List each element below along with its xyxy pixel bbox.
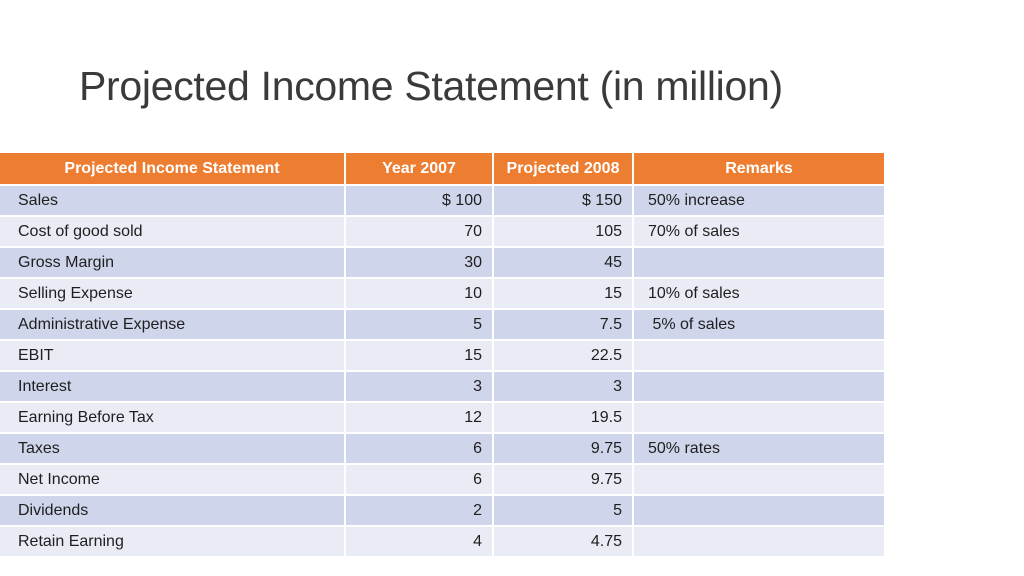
- table-header-row: [0, 153, 884, 185]
- row-remark: [633, 402, 884, 433]
- row-projected-2008: 4.75: [493, 526, 633, 557]
- row-item: Administrative Expense: [0, 309, 345, 340]
- table-row: [0, 464, 884, 495]
- row-year-2007: 6: [345, 433, 493, 464]
- row-item: Selling Expense: [0, 278, 345, 309]
- row-year-2007: 70: [345, 216, 493, 247]
- row-projected-2008: 9.75: [493, 433, 633, 464]
- row-year-2007: 10: [345, 278, 493, 309]
- row-projected-2008: 9.75: [493, 464, 633, 495]
- income-statement-table-wrapper: [0, 153, 884, 558]
- row-year-2007: 4: [345, 526, 493, 557]
- table-row: [0, 278, 884, 309]
- table-row: [0, 340, 884, 371]
- row-year-2007: 3: [345, 371, 493, 402]
- row-remark: [633, 495, 884, 526]
- row-item: Taxes: [0, 433, 345, 464]
- row-year-2007: 2: [345, 495, 493, 526]
- table-row: [0, 371, 884, 402]
- row-remark: [633, 340, 884, 371]
- row-remark: 10% of sales: [633, 278, 884, 309]
- page-title: Projected Income Statement (in million): [79, 63, 783, 109]
- row-year-2007: 15: [345, 340, 493, 371]
- row-remark: [633, 526, 884, 557]
- row-item: Sales: [0, 185, 345, 216]
- income-statement-table: [0, 153, 884, 558]
- row-year-2007: 30: [345, 247, 493, 278]
- row-remark: [633, 464, 884, 495]
- table-row: [0, 216, 884, 247]
- header-remarks: Remarks: [633, 153, 884, 185]
- table-row: [0, 402, 884, 433]
- table-row: [0, 495, 884, 526]
- row-item: Retain Earning: [0, 526, 345, 557]
- row-item: Net Income: [0, 464, 345, 495]
- header-year-2007: Year 2007: [345, 153, 493, 185]
- row-item: Dividends: [0, 495, 345, 526]
- row-projected-2008: 3: [493, 371, 633, 402]
- row-remark: [633, 247, 884, 278]
- row-projected-2008: $ 150: [493, 185, 633, 216]
- table-row: [0, 185, 884, 216]
- table-row: [0, 433, 884, 464]
- row-year-2007: 12: [345, 402, 493, 433]
- row-item: EBIT: [0, 340, 345, 371]
- header-projected-2008: Projected 2008: [493, 153, 633, 185]
- row-remark: 50% increase: [633, 185, 884, 216]
- row-remark: 5% of sales: [633, 309, 884, 340]
- row-item: Gross Margin: [0, 247, 345, 278]
- row-projected-2008: 5: [493, 495, 633, 526]
- row-projected-2008: 19.5: [493, 402, 633, 433]
- row-year-2007: $ 100: [345, 185, 493, 216]
- row-remark: 50% rates: [633, 433, 884, 464]
- header-item: Projected Income Statement: [0, 153, 345, 185]
- row-projected-2008: 7.5: [493, 309, 633, 340]
- row-item: Interest: [0, 371, 345, 402]
- row-item: Earning Before Tax: [0, 402, 345, 433]
- row-year-2007: 5: [345, 309, 493, 340]
- row-projected-2008: 45: [493, 247, 633, 278]
- row-item: Cost of good sold: [0, 216, 345, 247]
- table-row: [0, 309, 884, 340]
- row-year-2007: 6: [345, 464, 493, 495]
- row-remark: [633, 371, 884, 402]
- row-projected-2008: 15: [493, 278, 633, 309]
- row-projected-2008: 22.5: [493, 340, 633, 371]
- row-remark: 70% of sales: [633, 216, 884, 247]
- table-row: [0, 526, 884, 557]
- table-row: [0, 247, 884, 278]
- row-projected-2008: 105: [493, 216, 633, 247]
